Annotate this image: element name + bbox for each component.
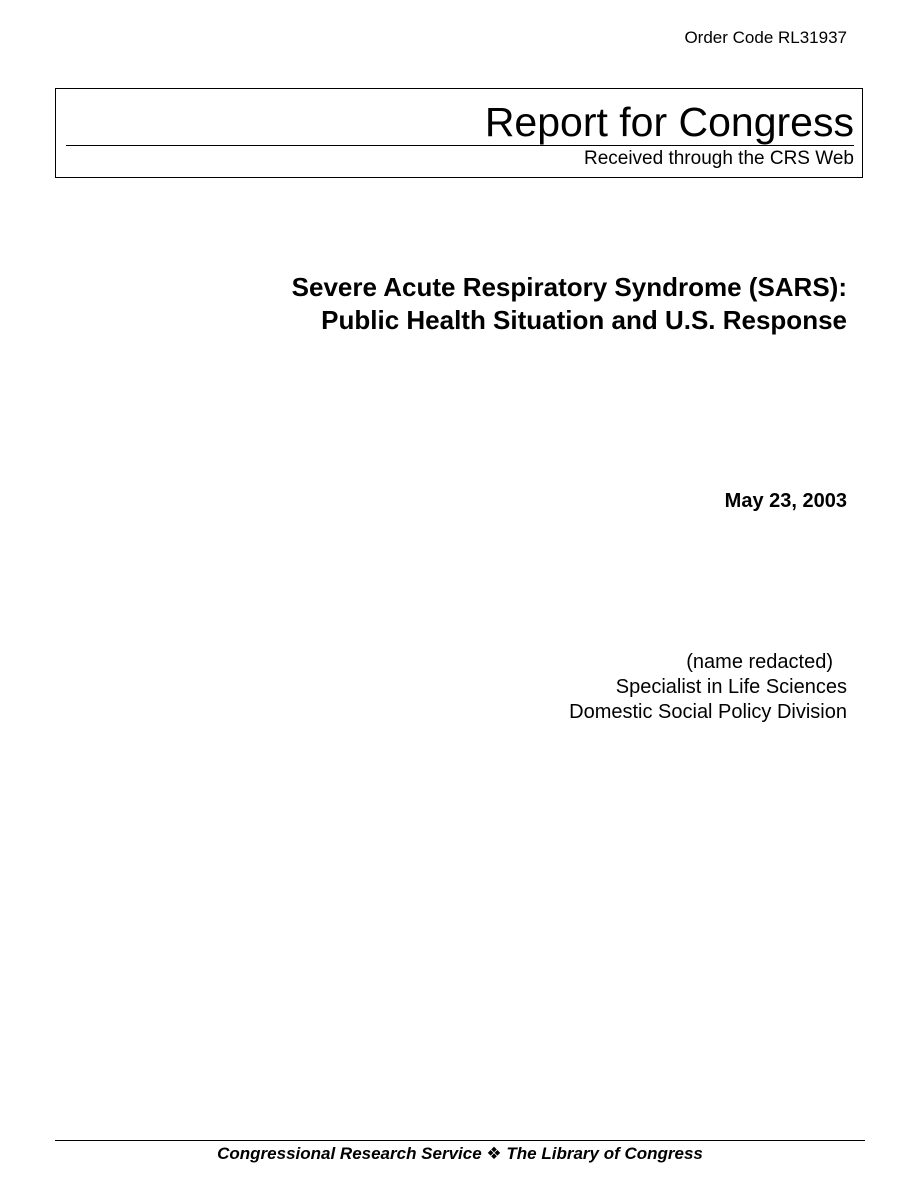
author-name: (name redacted)	[686, 651, 833, 673]
report-header-box	[55, 88, 863, 178]
author-position: Specialist in Life Sciences	[615, 676, 847, 698]
author-division: Domestic Social Policy Division	[569, 701, 847, 723]
header-title: Report for Congress	[484, 99, 854, 145]
footer-divider	[55, 1140, 865, 1141]
report-title-line-2: Public Health Situation and U.S. Response	[321, 305, 847, 335]
report-title-line-1: Severe Acute Respiratory Syndrome (SARS):	[291, 272, 847, 302]
footer-org: Congressional Research Service	[217, 1144, 482, 1163]
diamond-separator-icon: ❖	[486, 1144, 502, 1163]
footer-library: The Library of Congress	[506, 1144, 703, 1163]
author-block	[347, 650, 847, 725]
header-divider	[66, 145, 854, 146]
report-date: May 23, 2003	[724, 490, 847, 512]
order-code: Order Code RL31937	[684, 28, 847, 47]
footer	[0, 1143, 920, 1165]
report-title	[147, 271, 847, 337]
header-subtitle: Received through the CRS Web	[583, 148, 854, 169]
